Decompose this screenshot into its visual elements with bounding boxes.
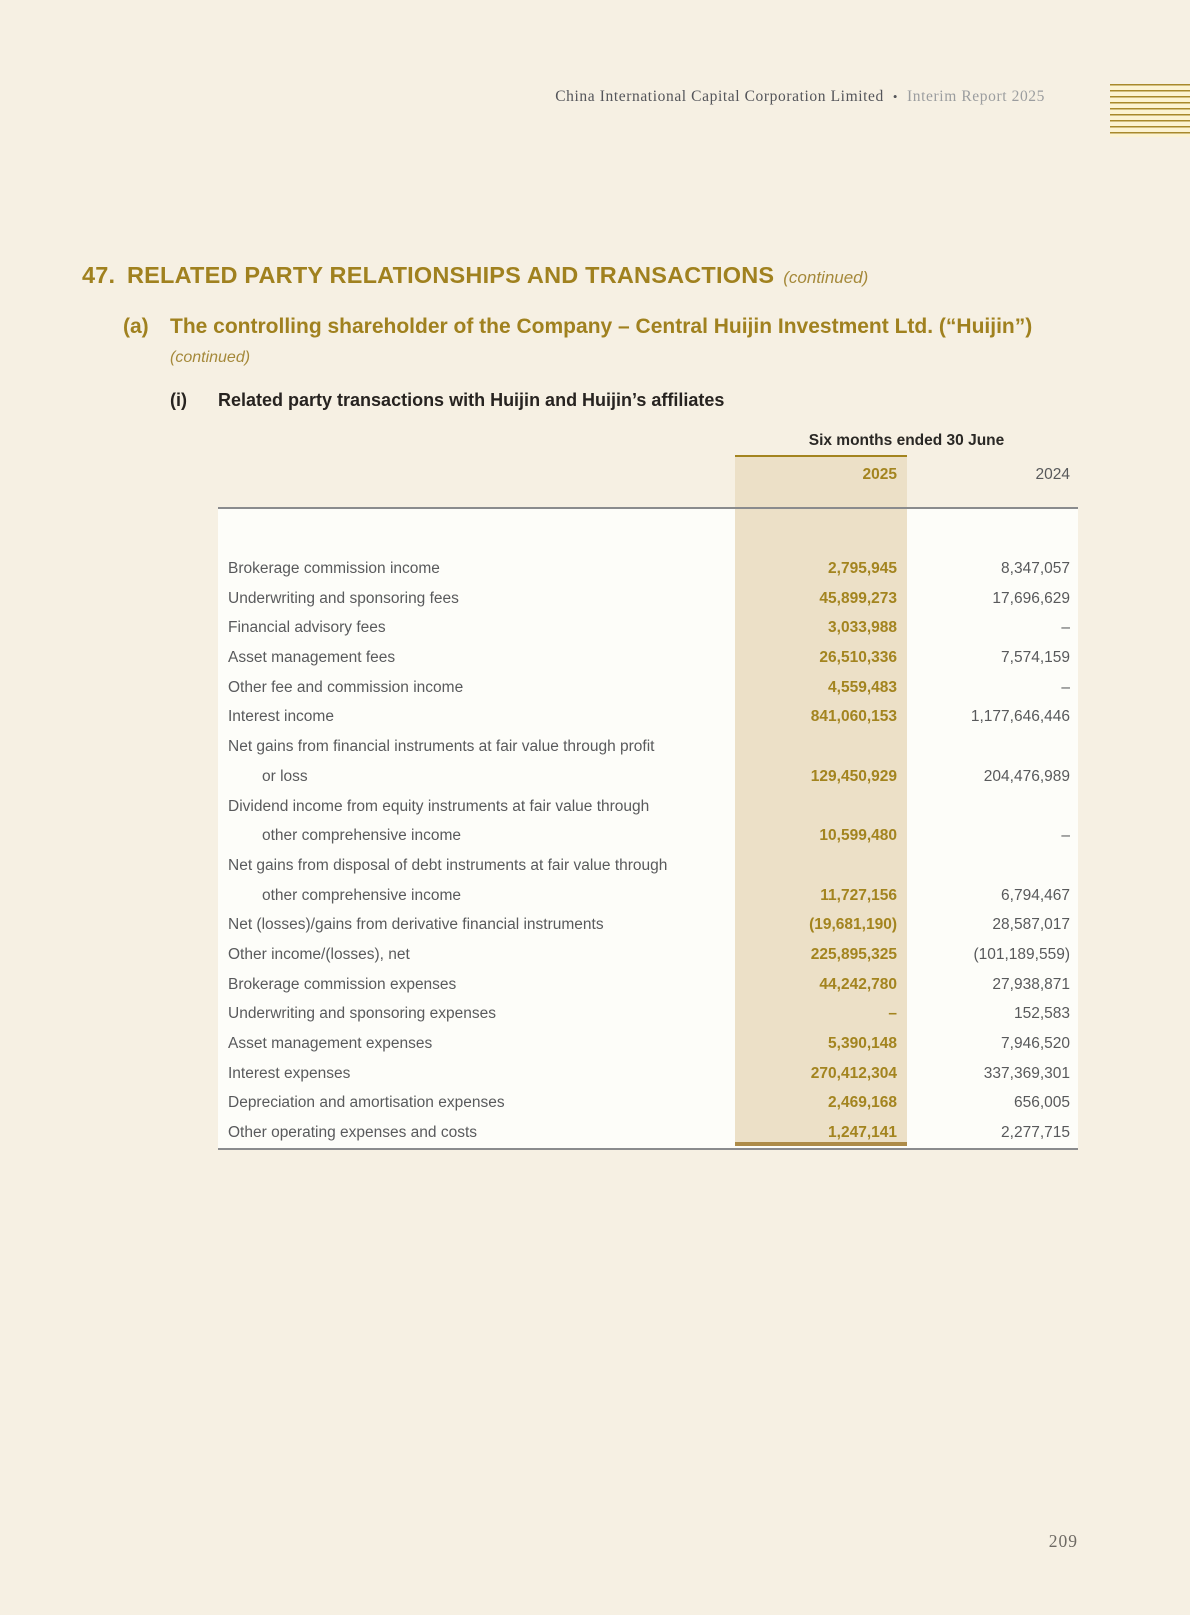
value-2024: 204,476,989 bbox=[983, 767, 1070, 785]
table-row bbox=[218, 554, 1078, 584]
value-2024: 8,347,057 bbox=[1001, 560, 1070, 577]
value-2025: 2,469,168 bbox=[828, 1094, 897, 1112]
table-bottom-rule bbox=[218, 1148, 1078, 1150]
subsection-a-marker: (a) bbox=[123, 315, 149, 338]
table-row bbox=[218, 613, 1078, 643]
value-2024: – bbox=[1061, 678, 1070, 696]
table-row bbox=[218, 643, 1078, 673]
running-head bbox=[0, 88, 1045, 106]
row-label: Interest expenses bbox=[228, 1064, 351, 1082]
row-label: Underwriting and sponsoring expenses bbox=[228, 1005, 496, 1023]
value-2024: 17,696,629 bbox=[992, 589, 1070, 607]
subsection-i-heading bbox=[170, 390, 724, 411]
section-continued: (continued) bbox=[783, 268, 869, 287]
value-2025: 1,247,141 bbox=[828, 1124, 897, 1142]
value-2024: 28,587,017 bbox=[992, 916, 1070, 934]
value-2025: 4,559,483 bbox=[828, 678, 897, 696]
value-2025: 270,412,304 bbox=[810, 1064, 897, 1082]
row-label: Net gains from financial instruments at fair value through profit bbox=[228, 738, 655, 756]
row-label: Asset management expenses bbox=[228, 1035, 433, 1052]
value-2025: 129,450,929 bbox=[810, 767, 897, 785]
row-label: Asset management fees bbox=[228, 649, 396, 667]
value-2024: – bbox=[1061, 827, 1070, 845]
row-label: Depreciation and amortisation expenses bbox=[228, 1094, 505, 1112]
period-underline bbox=[735, 455, 907, 457]
table-row bbox=[218, 762, 1078, 792]
table-row bbox=[218, 1059, 1078, 1089]
value-2025: 10,599,480 bbox=[819, 827, 897, 845]
column-labels bbox=[218, 466, 1078, 490]
table-row bbox=[218, 584, 1078, 614]
column-header-2025: 2025 bbox=[862, 466, 897, 483]
row-label: Brokerage commission expenses bbox=[228, 975, 457, 993]
value-2024: 7,574,159 bbox=[1001, 649, 1070, 667]
row-label: Dividend income from equity instruments at fair value through bbox=[228, 797, 650, 815]
related-party-transactions-table bbox=[218, 430, 1078, 1154]
value-2025: 45,899,273 bbox=[819, 589, 897, 607]
value-2025: 11,727,156 bbox=[820, 886, 897, 904]
table-row bbox=[218, 821, 1078, 851]
table-row bbox=[218, 940, 1078, 970]
table-row bbox=[218, 999, 1078, 1029]
table-row bbox=[218, 1029, 1078, 1059]
value-2025: 5,390,148 bbox=[828, 1035, 897, 1052]
value-2025: 44,242,780 bbox=[819, 975, 897, 993]
page-number: 209 bbox=[1048, 1531, 1078, 1551]
table-row bbox=[218, 702, 1078, 732]
table-row bbox=[218, 1118, 1078, 1148]
value-2025: (19,681,190) bbox=[809, 916, 897, 934]
row-label: other comprehensive income bbox=[262, 886, 462, 904]
table-row bbox=[218, 792, 1078, 822]
value-2024: 2,277,715 bbox=[1001, 1124, 1070, 1142]
row-label: Interest income bbox=[228, 708, 334, 726]
value-2024: 152,583 bbox=[1013, 1005, 1070, 1023]
value-2025: 3,033,988 bbox=[828, 619, 897, 637]
value-2024: 1,177,646,446 bbox=[970, 708, 1070, 726]
table-row bbox=[218, 851, 1078, 881]
table-row bbox=[218, 1088, 1078, 1118]
column-header-2024: 2024 bbox=[1035, 466, 1070, 483]
value-2025: 26,510,336 bbox=[819, 649, 897, 667]
value-2025: 225,895,325 bbox=[810, 945, 897, 963]
row-label: Brokerage commission income bbox=[228, 560, 440, 577]
row-label: Underwriting and sponsoring fees bbox=[228, 589, 459, 607]
table-rows bbox=[218, 509, 1078, 1148]
row-label: Other operating expenses and costs bbox=[228, 1124, 478, 1142]
subsection-a-heading bbox=[123, 315, 1032, 339]
value-2025: 841,060,153 bbox=[810, 708, 897, 726]
value-2024: 7,946,520 bbox=[1001, 1035, 1070, 1052]
value-2024: 656,005 bbox=[1013, 1094, 1070, 1112]
table-row bbox=[218, 732, 1078, 762]
period-header: Six months ended 30 June bbox=[808, 432, 1005, 449]
row-label: Net gains from disposal of debt instruments at fair value through bbox=[228, 856, 668, 874]
row-label: other comprehensive income bbox=[262, 827, 462, 845]
report-title: Interim Report 2025 bbox=[907, 88, 1045, 105]
value-2025: 2,795,945 bbox=[828, 560, 897, 577]
table-row bbox=[218, 673, 1078, 703]
section-heading bbox=[82, 262, 868, 289]
section-number: 47. bbox=[82, 262, 116, 288]
row-label: Net (losses)/gains from derivative financial instruments bbox=[228, 916, 604, 934]
row-label: Other fee and commission income bbox=[228, 678, 464, 696]
decorative-lines-icon bbox=[1110, 84, 1190, 137]
value-2025: – bbox=[888, 1005, 897, 1023]
subsection-a-continued: (continued) bbox=[170, 349, 251, 366]
subsection-i-title: Related party transactions with Huijin and Huijin’s affiliates bbox=[218, 390, 725, 410]
table-row bbox=[218, 970, 1078, 1000]
bullet-separator-icon: • bbox=[892, 89, 899, 104]
value-2024: 27,938,871 bbox=[992, 975, 1070, 993]
value-2024: 337,369,301 bbox=[983, 1064, 1070, 1082]
subsection-a-title: The controlling shareholder of the Company – Central Huijin Investment Ltd. (“Huijin”) bbox=[170, 315, 1033, 338]
table-row bbox=[218, 910, 1078, 940]
row-label: Financial advisory fees bbox=[228, 619, 386, 637]
value-2024: 6,794,467 bbox=[1001, 886, 1070, 904]
value-2024: – bbox=[1061, 619, 1070, 637]
row-label: or loss bbox=[262, 767, 308, 785]
row-label: Other income/(losses), net bbox=[228, 945, 410, 963]
table-row bbox=[218, 881, 1078, 911]
value-2024: (101,189,559) bbox=[973, 945, 1070, 963]
company-name: China International Capital Corporation Limited bbox=[555, 88, 884, 105]
subsection-i-marker: (i) bbox=[170, 390, 187, 410]
section-title: RELATED PARTY RELATIONSHIPS AND TRANSACTIONS bbox=[127, 262, 775, 288]
